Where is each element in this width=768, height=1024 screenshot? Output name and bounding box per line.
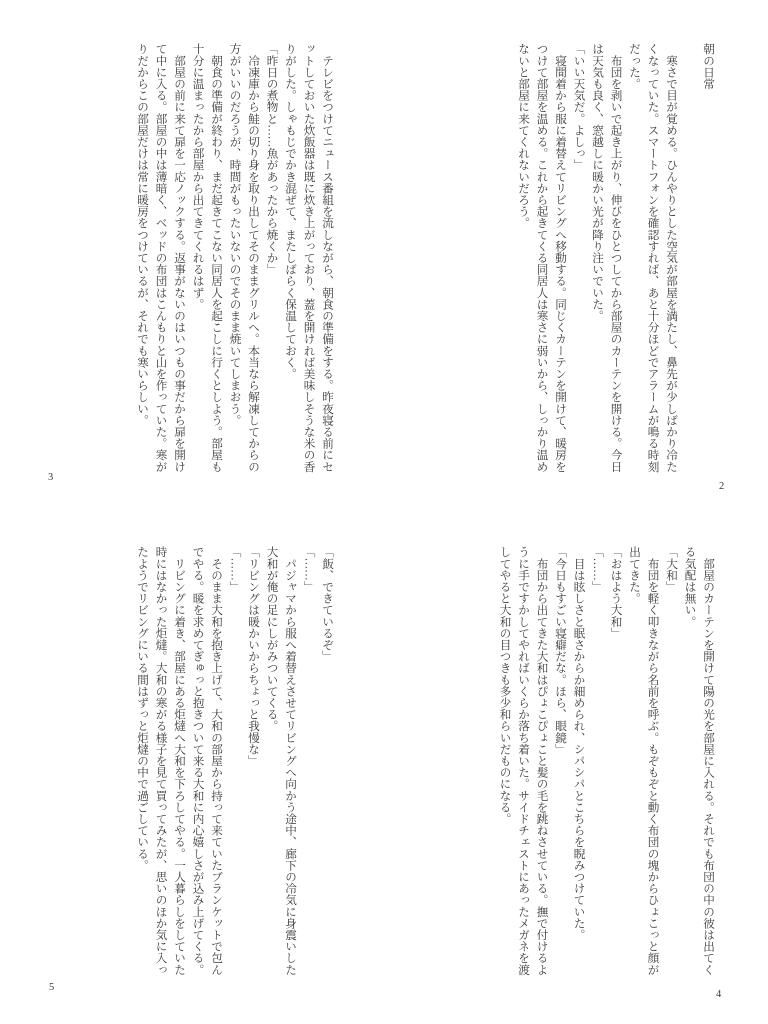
text-line: テレビをつけてニュース番組を流しながら、朝食の準備をする。昨夜寝る前にセ <box>321 43 334 473</box>
text-line: 布団から出てきた大和はぴょこぴょこと髪の毛を跳ねさせている。撫で付けるよ <box>535 546 549 976</box>
page-title: 朝の日常 <box>702 43 715 90</box>
text-line: だった。 <box>628 43 641 90</box>
text-line: 寝間着から服に着替えてリビングへ移動する。同じくカーテンを開けて、暖房を <box>554 43 567 473</box>
page-4-text <box>495 546 717 976</box>
text-line: 目は眩しさと眠さからか細められ、シパシパとこちらを睨みつけていた。 <box>572 546 586 941</box>
text-line: ないと部屋に来てくれないだろう。 <box>517 43 530 229</box>
text-line: 「いい天気だ。よしっ」 <box>572 43 586 171</box>
text-line: 大和が俺の足にしがみついてくる。 <box>265 546 279 732</box>
text-line: パジャマから服へ着替えさせてリビングへ向かう途中、廊下の冷気に身震いした <box>284 546 297 976</box>
text-line: リビングに着き、部屋にある炬燵へ大和を下ろしてやる。一人暮らしをしていた <box>173 546 186 976</box>
text-line: くなっていた。スマートフォンを確認すれば、あと十分ほどでアラームが鳴る時刻 <box>646 43 660 473</box>
text-line: つけて部屋を温める。これから起きてくる同居人は寒さに弱いから、しっかり温め <box>535 43 549 473</box>
text-line: 寒さで目が覚める。ひんやりとした空気が部屋を満たし、鼻先が少しばかり冷た <box>665 43 678 473</box>
text-line: してやると大和の目つきも多少和らいだものになる。 <box>498 546 512 825</box>
text-line: 「……」 <box>302 546 316 593</box>
text-line: て中に入る。部屋の中は薄暗く、ベッドの布団はこんもりと山を作っていた。寒が <box>154 43 168 473</box>
text-line: 「おはよう大和」 <box>609 546 623 639</box>
text-line: たようでリビングにいる間はずっと炬燵の中で過ごしている。 <box>136 546 149 871</box>
page-number: 5 <box>49 982 55 993</box>
text-line: 「……」 <box>591 546 604 593</box>
text-line: でやる。暖を求めてぎゅっと抱きついて来る大和に内心嬉しさが込み上げてくる。 <box>191 546 205 976</box>
text-line: る気配は無い。 <box>683 546 697 628</box>
text-line: 方がいいのだろうが、時間がもったいないのでそのまま焼いてしまおう。 <box>228 43 242 426</box>
text-line: 朝食の準備が終わり、まだ起きてこない同居人を起こしに行くとしよう。部屋も <box>210 43 223 473</box>
text-line: りがした。しゃもじでかき混ぜて、またしばらく保温しておく。 <box>284 43 297 380</box>
text-line: りだからこの部屋だけは常に暖房をつけているが、それでも寒いらしい。 <box>136 43 149 426</box>
text-line: 「飯、できているぞ」 <box>321 546 334 662</box>
text-line: うに手ですかしてやればいくらか落ち着いた。サイドチェストにあったメガネを渡 <box>517 546 530 976</box>
text-line: そのまま大和を抱き上げて、大和の部屋から持って来ていたブランケットで包ん <box>210 546 223 976</box>
text-line: 出てきた。 <box>628 546 641 604</box>
page-number: 2 <box>719 481 725 492</box>
page-number: 4 <box>716 989 722 1000</box>
text-line: 布団を軽く叩きながら名前を呼ぶ。もぞもぞと動く布団の塊からひょこっと顔が <box>646 546 660 976</box>
text-line: ットしておいた炊飯器は既に炊き上がっており、蓋を開ければ美味しそうな米の香 <box>302 43 316 473</box>
text-line: 部屋のカーテンを開けて陽の光を部屋に入れる。それでも布団の中の彼は出てく <box>702 546 715 976</box>
text-line: 冷凍庫から鮭の切り身を取り出してそのままグリルへ。本当なら解凍してからの <box>247 43 260 473</box>
text-line: は天気も良く、窓越しに暖かい光が降り注いでいた。 <box>591 43 604 322</box>
page-3-text <box>133 43 337 473</box>
page-2-text <box>514 43 718 473</box>
text-line: 「昨日の煮物と……魚があったから焼くか」 <box>265 43 279 275</box>
text-line: 「今日もすごい寝癖だな。ほら、眼鏡」 <box>554 546 567 755</box>
page-number: 3 <box>48 472 54 483</box>
blank-line <box>680 43 699 473</box>
text-line: 「大和」 <box>665 546 678 593</box>
text-line: 時にはなかった炬燵。大和の寒がる様子を見て買ってみたが、思いのほか気に入っ <box>154 546 168 976</box>
text-line: 部屋の前に来て扉を一応ノックする。返事がないのはいつもの事だから扉を開け <box>173 43 186 473</box>
text-line: 「……」 <box>228 546 242 593</box>
text-line: 十分に温まったから部屋から出てきてくれるはず。 <box>191 43 205 310</box>
text-line: 布団を剥いで起き上がり、伸びをひとつしてから部屋のカーテンを開ける。今日 <box>609 43 623 473</box>
text-line: 「リビングは暖かいからちょっと我慢な」 <box>247 546 260 767</box>
page-5-text <box>133 546 337 976</box>
